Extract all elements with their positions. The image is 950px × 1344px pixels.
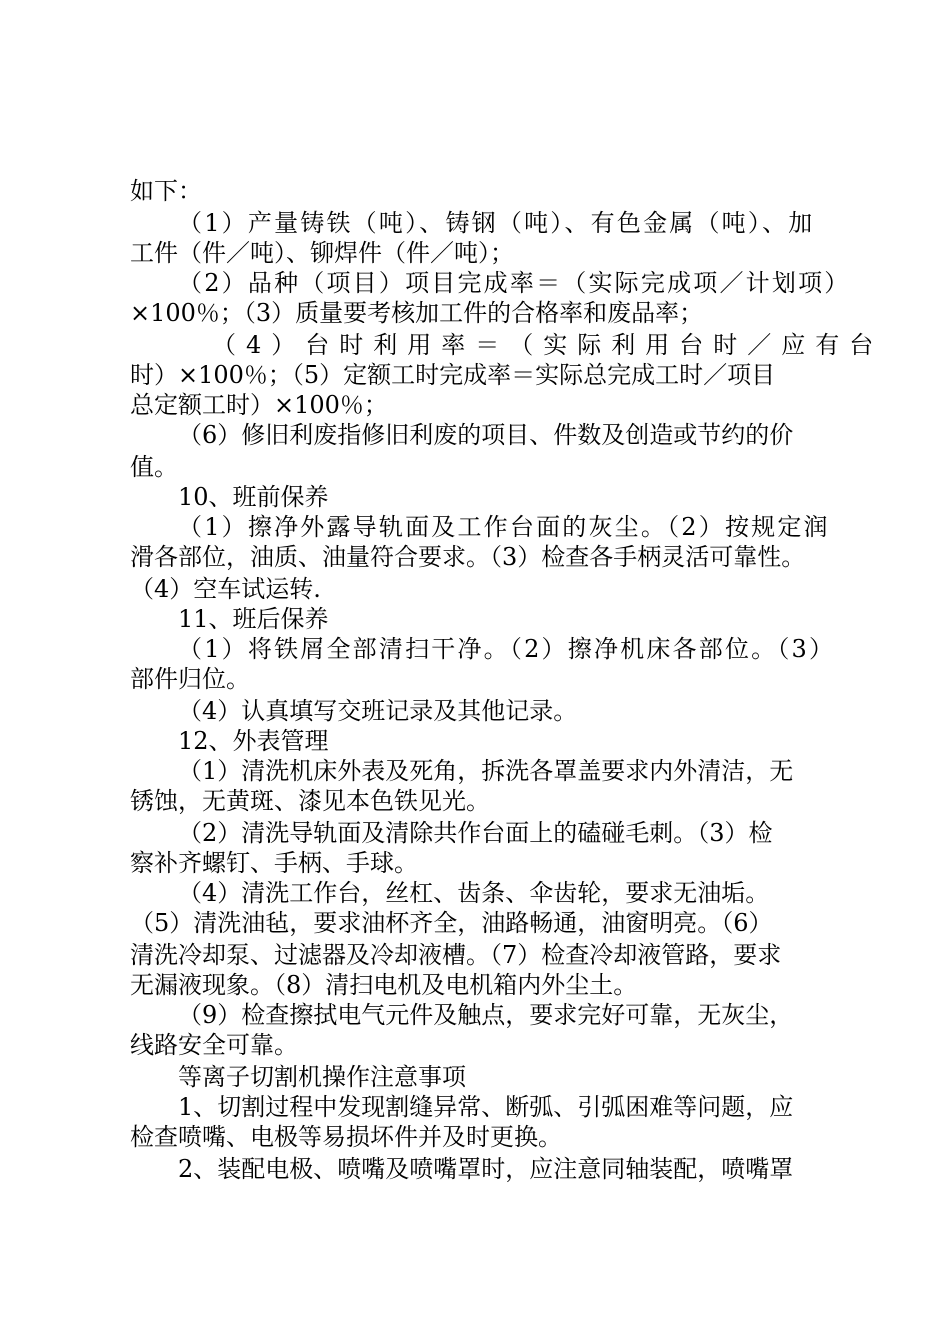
text-line: 如下： [130,177,202,205]
text-line: （5）清洗油毡，要求油杯齐全，油路畅通，油窗明亮。（6） [130,909,773,937]
text-line: （6）修旧利废指修旧利废的项目、件数及创造或节约的价 [178,421,794,449]
text-line: 2、装配电极、喷嘴及喷嘴罩时，应注意同轴装配，喷嘴罩 [178,1155,794,1183]
section-heading: 等离子切割机操作注意事项 [178,1063,466,1091]
text-line: （1）擦净外露导轨面及工作台面的灰尘。（2）按规定润 [178,513,830,541]
section-heading: 11、班后保养 [178,605,329,633]
text-line: （4）清洗工作台，丝杠、齿条、伞齿轮，要求无油垢。 [178,879,770,907]
text-line: （4）认真填写交班记录及其他记录。 [178,697,578,725]
section-heading: 10、班前保养 [178,483,329,511]
text-line: （2）清洗导轨面及清除共作台面上的磕碰毛刺。（3）检 [178,819,773,847]
text-line: （4）台时利用率＝（实际利用台时／应有台 [212,331,884,359]
text-line: 时）×100％；（5）定额工时完成率＝实际总完成工时／项目 [130,361,776,389]
text-line: （1）将铁屑全部清扫干净。（2）擦净机床各部位。（3） [178,635,836,663]
text-line: 工件（件／吨）、铆焊件（件／吨）； [130,239,514,267]
text-line: 总定额工时）×100％； [130,391,388,419]
text-line: 无漏液现象。（8）清扫电机及电机箱内外尘土。 [130,971,638,999]
text-line: （9）检查擦拭电气元件及触点，要求完好可靠，无灰尘， [178,1001,794,1029]
text-line: 值。 [130,453,178,481]
text-line: 部件归位。 [130,665,250,693]
section-heading: 12、外表管理 [178,727,329,755]
text-line: 1、切割过程中发现割缝异常、断弧、引弧困难等问题，应 [178,1093,794,1121]
text-line: 检查喷嘴、电极等易损坏件并及时更换。 [130,1123,562,1151]
text-line: （2）品种（项目）项目完成率＝（实际完成项／计划项） [178,269,851,297]
text-line: 清洗冷却泵、过滤器及冷却液槽。（7）检查冷却液管路，要求 [130,941,782,969]
text-line: ×100％；（3）质量要考核加工件的合格率和废品率； [130,299,704,327]
text-line: 锈蚀，无黄斑、漆见本色铁见光。 [130,787,490,815]
text-line: （1）产量铸铁（吨）、铸钢（吨）、有色金属（吨）、加 [178,209,815,237]
text-line: 察补齐螺钉、手柄、手球。 [130,849,418,877]
text-line: 线路安全可靠。 [130,1031,298,1059]
text-line: 滑各部位，油质、油量符合要求。（3）检查各手柄灵活可靠性。 [130,543,806,571]
text-line: （4）空车试运转. [130,575,321,603]
text-line: （1）清洗机床外表及死角，拆洗各罩盖要求内外清洁，无 [178,757,794,785]
